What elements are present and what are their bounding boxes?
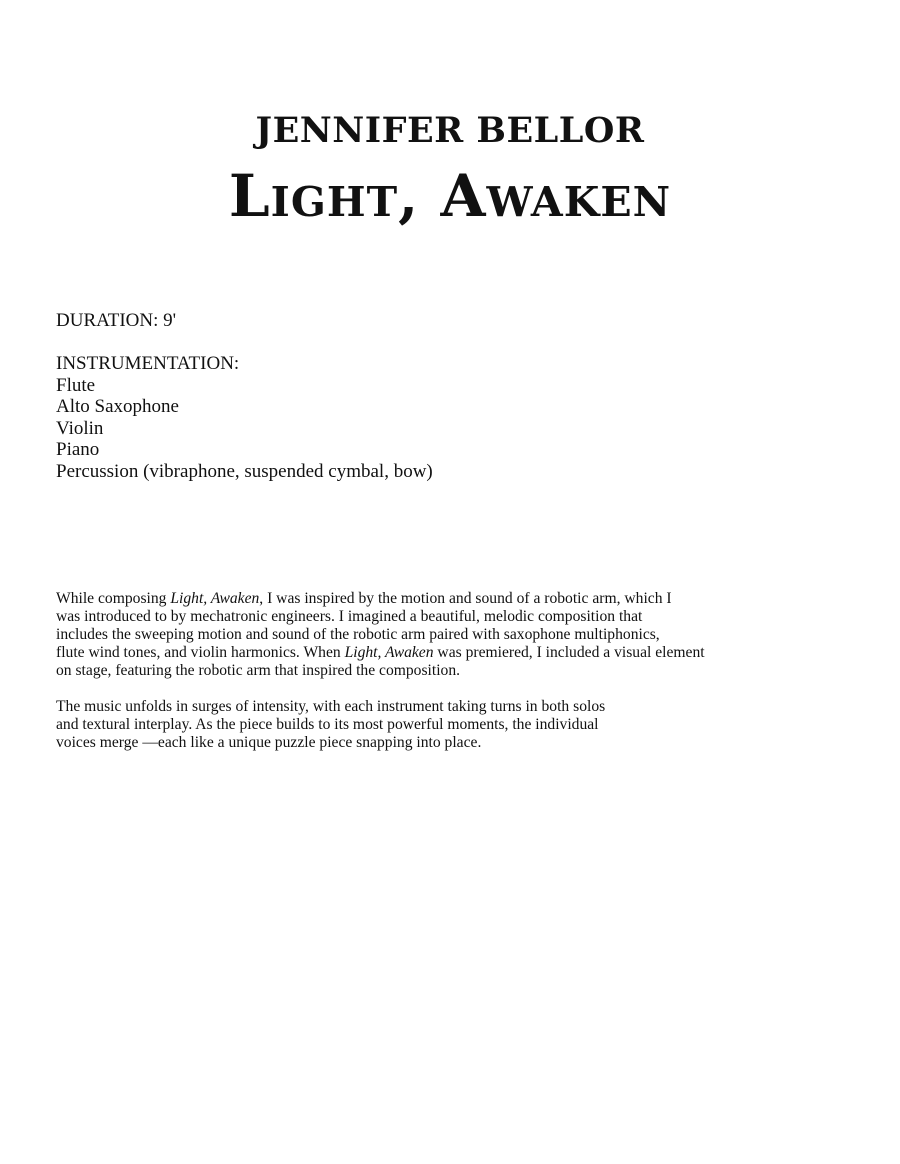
instrument-item: Violin (56, 417, 104, 439)
text-run: was premiered, I included a visual element (433, 644, 705, 661)
text-run: flute wind tones, and violin harmonics. When (56, 644, 345, 661)
program-note-line: and textural interplay. As the piece builds to its most powerful moments, the individual (56, 716, 599, 733)
text-run: While composing (56, 590, 171, 607)
title-reference: Light, Awaken (344, 644, 434, 661)
program-note-line (56, 644, 816, 662)
instrument-item: Flute (56, 374, 96, 396)
score-details (56, 310, 433, 482)
program-note-line: includes the sweeping motion and sound of the robotic arm paired with saxophone multiphonics, (56, 626, 660, 643)
program-note (56, 590, 816, 752)
composer-name: JENNIFER BELLOR (255, 110, 645, 151)
instrument-item: Alto Saxophone (56, 396, 179, 417)
text-run: , I was inspired by the motion and sound of a robotic arm, which I (259, 590, 672, 607)
program-note-line: voices merge —each like a unique puzzle piece snapping into place. (56, 734, 482, 751)
program-note-line: on stage, featuring the robotic arm that inspired the composition. (56, 662, 461, 679)
instrumentation-label: INSTRUMENTATION: (56, 353, 240, 374)
instrument-item: Piano (56, 439, 100, 460)
title-reference: Light, Awaken (170, 590, 260, 607)
program-note-line: was introduced to by mechatronic engineers. I imagined a beautiful, melodic composition that (56, 608, 643, 625)
program-note-line (56, 590, 816, 608)
duration: DURATION: 9' (56, 310, 177, 331)
program-note-line: The music unfolds in surges of intensity, with each instrument taking turns in both solos (56, 698, 606, 715)
instrument-item: Percussion (vibraphone, suspended cymbal, bow) (56, 460, 433, 482)
piece-title: Light, Awaken (228, 162, 672, 230)
